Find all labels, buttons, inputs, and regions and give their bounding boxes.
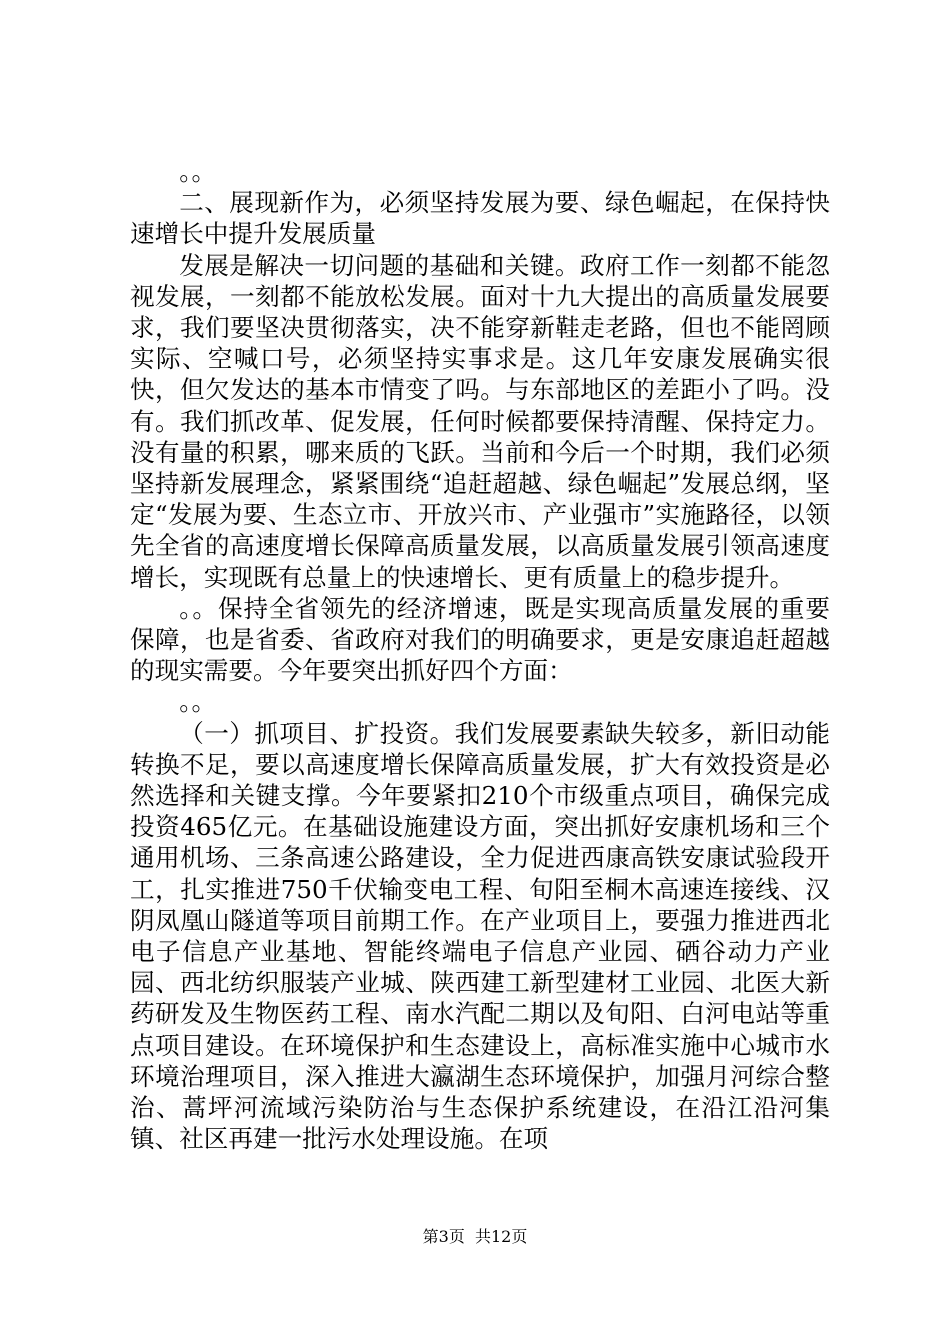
- page-label-suffix: 页: [511, 1227, 528, 1246]
- page-footer: [0, 1227, 950, 1247]
- paragraph-ellipsis-2: 。。: [179, 687, 217, 717]
- paragraph-development: 发展是解决一切问题的基础和关键。政府工作一刻都不能忽视发展，一刻都不能放松发展。面对十九大提出的高质量发展要求，我们要坚决贯彻落实，决不能穿新鞋走老路，但也不能罔顾实际、空喊口号，必须坚持实事求是。这几年安康发展确实很快，但欠发达的基本市情变了吗。与东部地区的差距小了吗。没有。我们抓改革、促发展，任何时候都要保持清醒、保持定力。没有量的积累，哪来质的飞跃。当前和今后一个时期，我们必须坚持新发展理念，紧紧围绕“追赶超越、绿色崛起”发展总纲，坚定“发展为要、生态立市、开放兴市、产业强市”实施路径，以领先全省的高速度增长保障高质量发展，以高质量发展引领高速度增长，实现既有总量上的快速增长、更有质量上的稳步提升。: [130, 250, 830, 592]
- paragraph-projects-investment: （一）抓项目、扩投资。我们发展要素缺失较多，新旧动能转换不足，要以高速度增长保障高质量发展，扩大有效投资是必然选择和关键支撑。今年要紧扣210个市级重点项目，确保完成投资465亿元。在基础设施建设方面，突出抓好安康机场和三个通用机场、三条高速公路建设，全力促进西康高铁安康试验段开工，扎实推进750千伏输变电工程、旬阳至桐木高速连接线、汉阴凤凰山隧道等项目前期工作。在产业项目上，要强力推进西北电子信息产业基地、智能终端电子信息产业园、硒谷动力产业园、西北纺织服装产业城、陕西建工新型建材工业园、北医大新药研发及生物医药工程、南水汽配二期以及旬阳、白河电站等重点项目建设。在环境保护和生态建设上，高标准实施中心城市水环境治理项目，深入推进大瀛湖生态环境保护，加强月河综合整治、蒿坪河流域污染防治与生态保护系统建设，在沿江沿河集镇、社区再建一批污水处理设施。在项: [130, 718, 830, 1154]
- paragraph-growth-rate: 。。保持全省领先的经济增速，既是实现高质量发展的重要保障，也是省委、省政府对我们的明确要求，更是安康追赶超越的现实需要。今年要突出抓好四个方面：: [130, 593, 830, 686]
- page-label-mid: 页 共: [448, 1227, 491, 1246]
- paragraph-ellipsis-1: 。。: [179, 157, 217, 186]
- page-label-prefix: 第: [422, 1227, 439, 1246]
- page-total: 12: [491, 1227, 512, 1246]
- document-body: [130, 156, 830, 1155]
- section-heading-2: 二、展现新作为，必须坚持发展为要、绿色崛起，在保持快速增长中提升发展质量: [130, 188, 830, 249]
- page-number: 3: [438, 1227, 449, 1246]
